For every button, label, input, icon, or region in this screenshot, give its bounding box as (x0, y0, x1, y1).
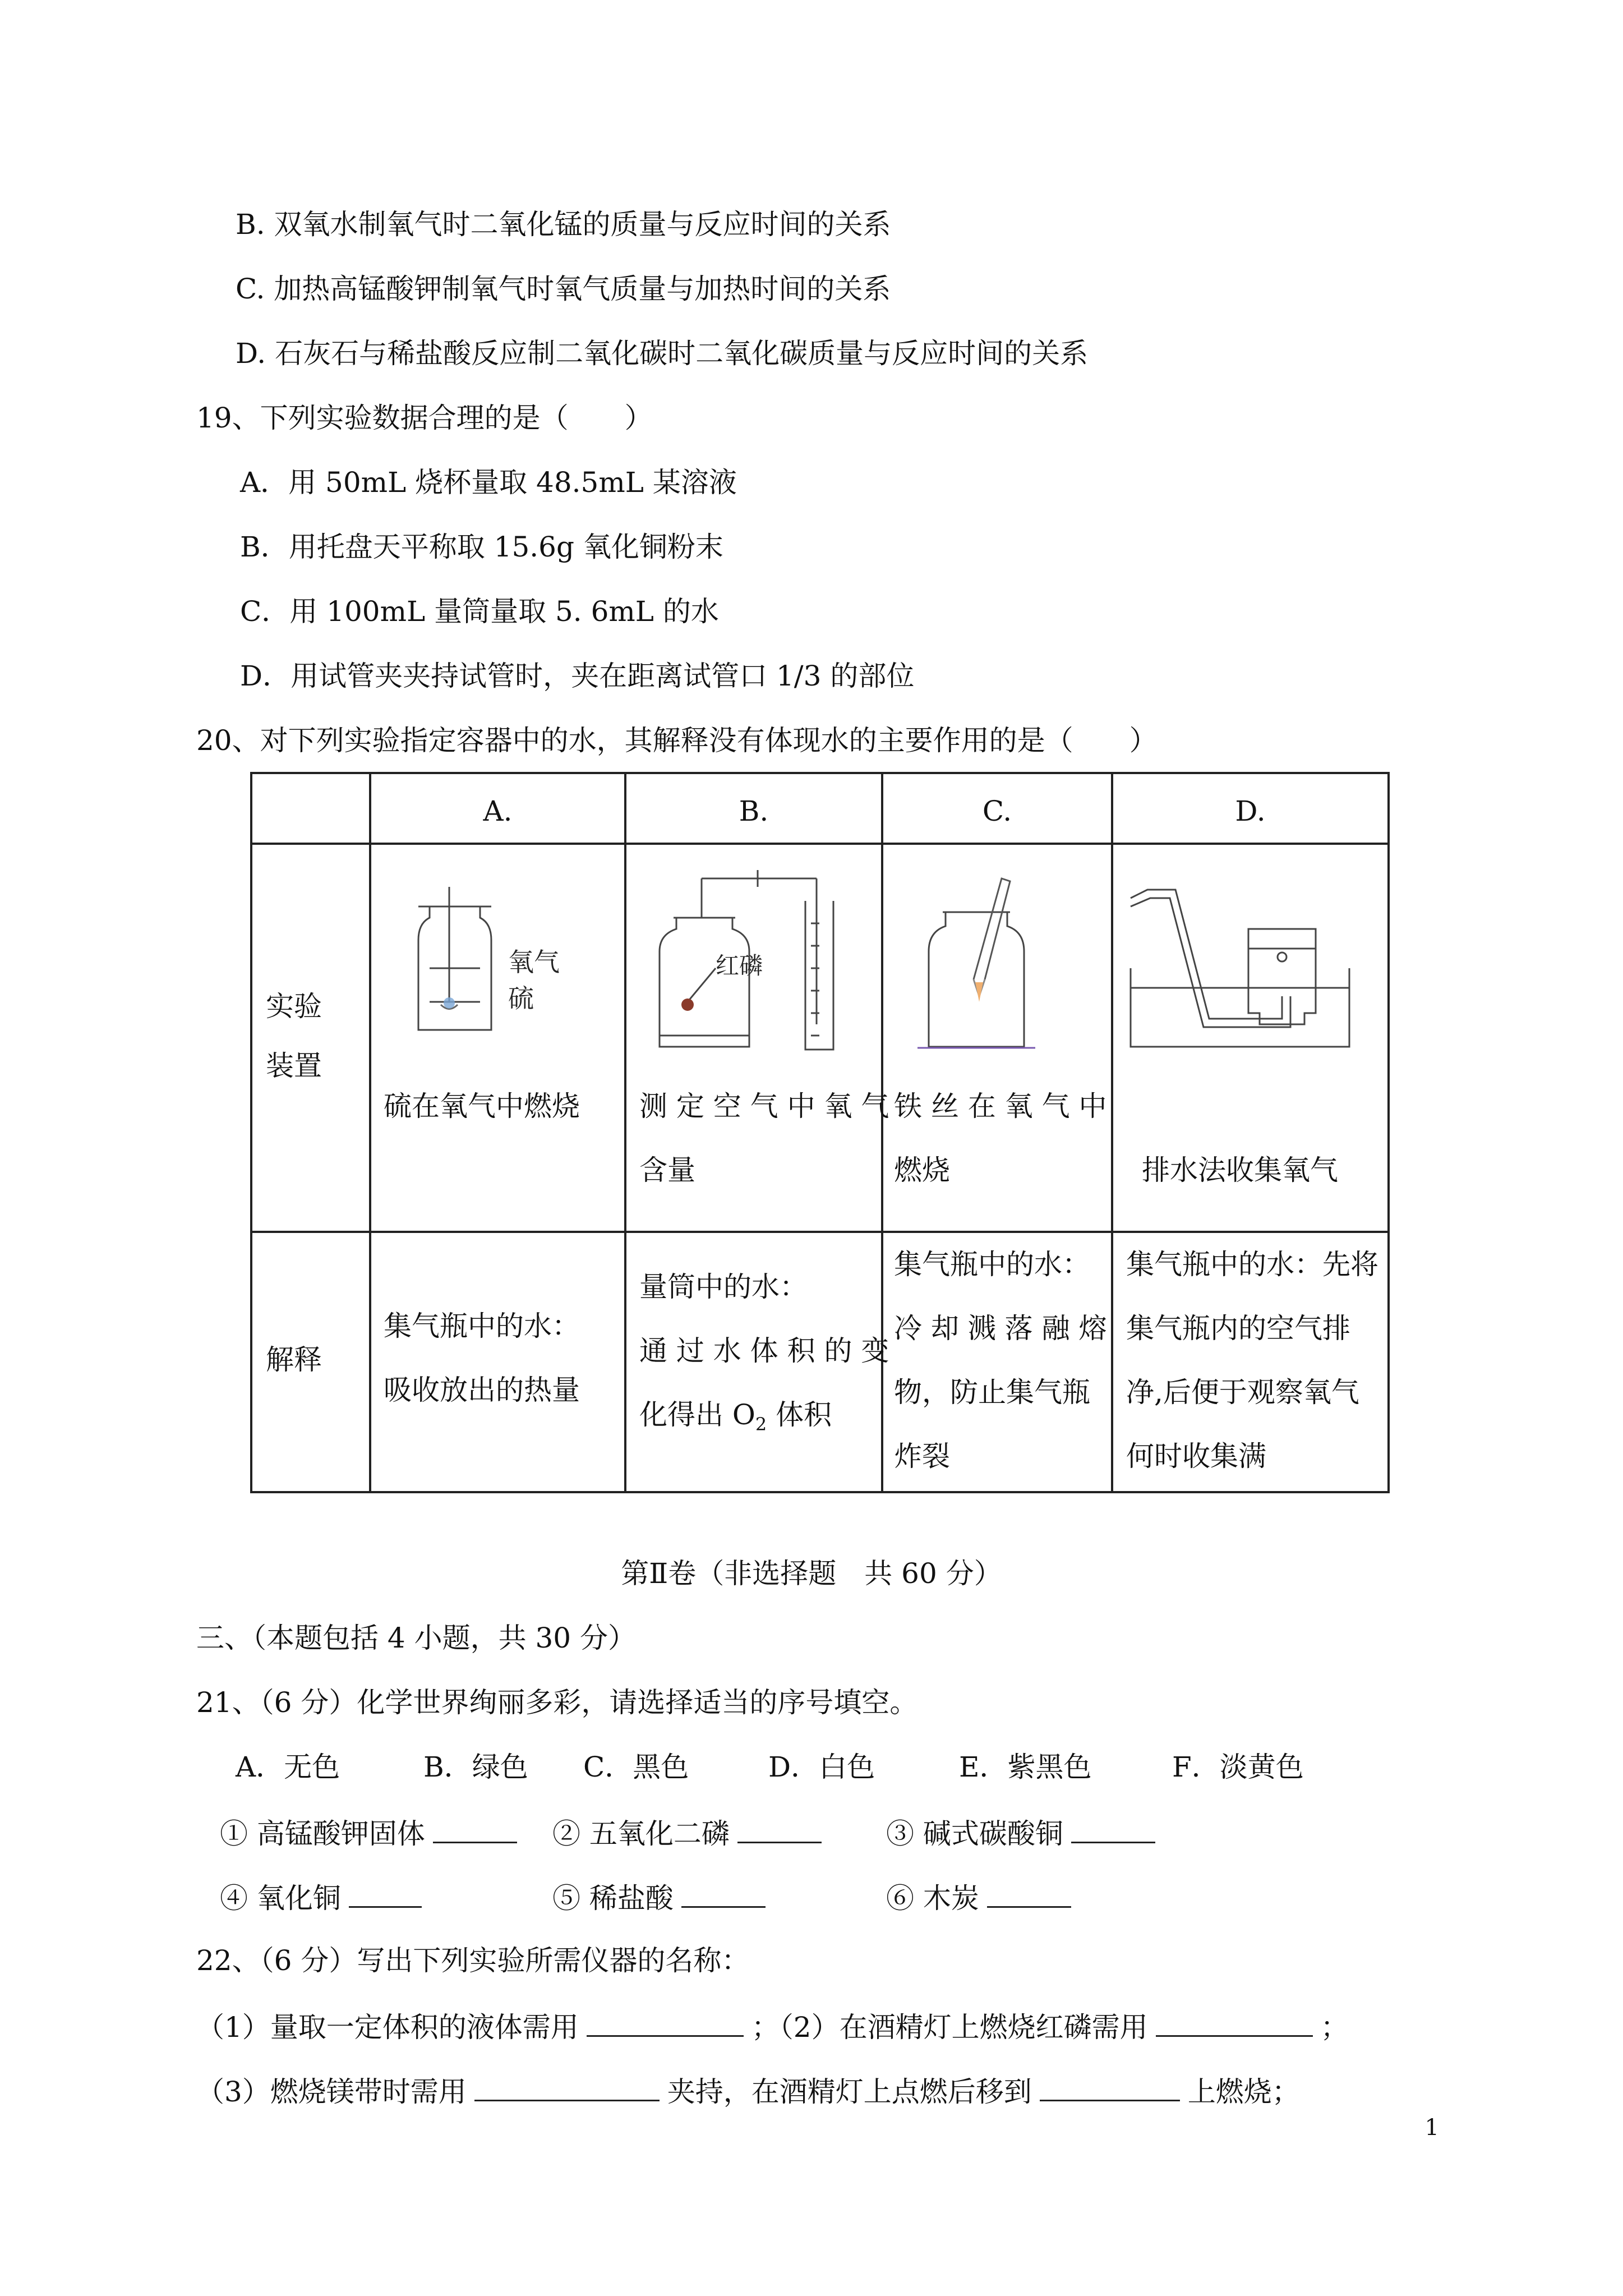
header-b: B. (739, 795, 769, 827)
q21-color-c: C．黑色 (583, 1751, 689, 1783)
explain-b-line-1: 量筒中的水： (639, 1271, 808, 1303)
q22-stem: 22、（6 分）写出下列实验所需仪器的名称： (196, 1944, 750, 1977)
setup-c-line-1: 铁 丝 在 氧 气 中 (894, 1090, 1107, 1122)
explain-c-line-4: 炸裂 (894, 1440, 950, 1473)
explain-d-line-3: 净,后便于观察氧气 (1126, 1376, 1359, 1409)
q21-color-e: E．紫黑色 (959, 1751, 1092, 1783)
q21-item-3: ③ 碱式碳酸铜 (886, 1815, 1163, 1851)
q22-line-2: （3）燃烧镁带时需用 夹持，在酒精灯上点燃后移到 上燃烧； (196, 2073, 1300, 2109)
answer-blank[interactable] (349, 1879, 422, 1908)
section3-heading: 三、（本题包括 4 小题，共 30 分） (196, 1622, 637, 1654)
sulfur-burning-diagram (396, 884, 598, 1052)
answer-blank[interactable] (1071, 1815, 1155, 1843)
explain-b-line-3: 化得出 $O_2$ 体积 (639, 1398, 832, 1435)
q18-option-c: C. 加热高锰酸钾制氧气时氧气质量与加热时间的关系 (236, 273, 891, 305)
q21-color-a: A．无色 (236, 1751, 340, 1783)
q21-stem: 21、（6 分）化学世界绚丽多彩，请选择适当的序号填空。 (196, 1686, 918, 1719)
q21-item-2: ② 五氧化二磷 (552, 1815, 829, 1851)
q19-stem: 19、下列实验数据合理的是（ ） (196, 402, 653, 434)
q20-table (250, 772, 1390, 1493)
q19-option-a: A．用 50mL 烧杯量取 48.5mL 某溶液 (240, 466, 737, 499)
explain-d-line-2: 集气瓶内的空气排 (1126, 1312, 1350, 1345)
q21-color-b: B．绿色 (423, 1751, 528, 1783)
q18-option-b: B. 双氧水制氧气时二氧化锰的质量与反应时间的关系 (236, 208, 891, 241)
q22-line-1: （1）量取一定体积的液体需用 ；（2）在酒精灯上燃烧红磷需用 ； (196, 2008, 1349, 2044)
q21-item-4: ④ 氧化铜 (220, 1879, 430, 1915)
q18-option-d: D. 石灰石与稀盐酸反应制二氧化碳时二氧化碳质量与反应时间的关系 (236, 337, 1089, 370)
explain-b-line-2: 通 过 水 体 积 的 变 (639, 1335, 889, 1367)
answer-blank[interactable] (1156, 2008, 1313, 2037)
q19-option-d: D．用试管夹夹持试管时，夹在距离试管口 1/3 的部位 (240, 660, 915, 692)
explain-d-line-1: 集气瓶中的水：先将 (1126, 1248, 1378, 1281)
setup-c-line-2: 燃烧 (894, 1154, 950, 1186)
iron-burning-diagram (895, 867, 1097, 1052)
q21-item-1: ① 高锰酸钾固体 (220, 1815, 525, 1851)
part2-title: 第Ⅱ卷（非选择题 共 60 分） (621, 1557, 1002, 1590)
label-red-phosphorus: 红磷 (716, 952, 763, 979)
header-a: A. (483, 795, 513, 827)
setup-a-line-1: 硫在氧气中燃烧 (384, 1090, 580, 1122)
q19-option-b: B．用托盘天平称取 15.6g 氧化铜粉末 (240, 531, 723, 563)
q21-color-f: F．淡黄色 (1172, 1751, 1304, 1783)
header-c: C. (982, 795, 1012, 827)
q20-stem: 20、对下列实验指定容器中的水，其解释没有体现水的主要作用的是（ ） (196, 724, 1158, 757)
answer-blank[interactable] (474, 2073, 660, 2101)
water-collection-diagram (1125, 867, 1383, 1052)
label-oxygen: 氧气 (508, 947, 560, 977)
explain-a-line-1: 集气瓶中的水： (384, 1310, 580, 1342)
row-label-setup-2: 装置 (266, 1050, 322, 1082)
explain-c-line-3: 物，防止集气瓶 (894, 1376, 1090, 1409)
label-sulfur: 硫 (508, 983, 534, 1014)
answer-blank[interactable] (433, 1815, 517, 1843)
explain-d-line-4: 何时收集满 (1126, 1440, 1266, 1473)
explain-a-line-2: 吸收放出的热量 (384, 1374, 580, 1406)
header-d: D. (1235, 795, 1266, 827)
setup-d-line-1: 排水法收集氧气 (1142, 1154, 1338, 1186)
q21-color-d: D．白色 (768, 1751, 875, 1783)
setup-b-line-1: 测 定 空 气 中 氧 气 (639, 1090, 889, 1122)
explain-c-line-1: 集气瓶中的水： (894, 1248, 1090, 1281)
answer-blank[interactable] (681, 1879, 766, 1908)
q21-item-6: ⑥ 木炭 (886, 1879, 1079, 1915)
answer-blank[interactable] (987, 1879, 1071, 1908)
row-label-setup-1: 实验 (266, 990, 322, 1023)
q21-item-5: ⑤ 稀盐酸 (552, 1879, 773, 1915)
page-number: 1 (1424, 2115, 1439, 2141)
row-label-explain: 解释 (266, 1343, 322, 1376)
answer-blank[interactable] (1040, 2073, 1180, 2101)
explain-c-line-2: 冷 却 溅 落 融 熔 (894, 1312, 1107, 1345)
oxygen-content-diagram (643, 867, 873, 1052)
answer-blank[interactable] (737, 1815, 822, 1843)
setup-b-line-2: 含量 (639, 1154, 695, 1186)
q19-option-c: C．用 100mL 量筒量取 5. 6mL 的水 (240, 595, 719, 628)
answer-blank[interactable] (587, 2008, 744, 2037)
